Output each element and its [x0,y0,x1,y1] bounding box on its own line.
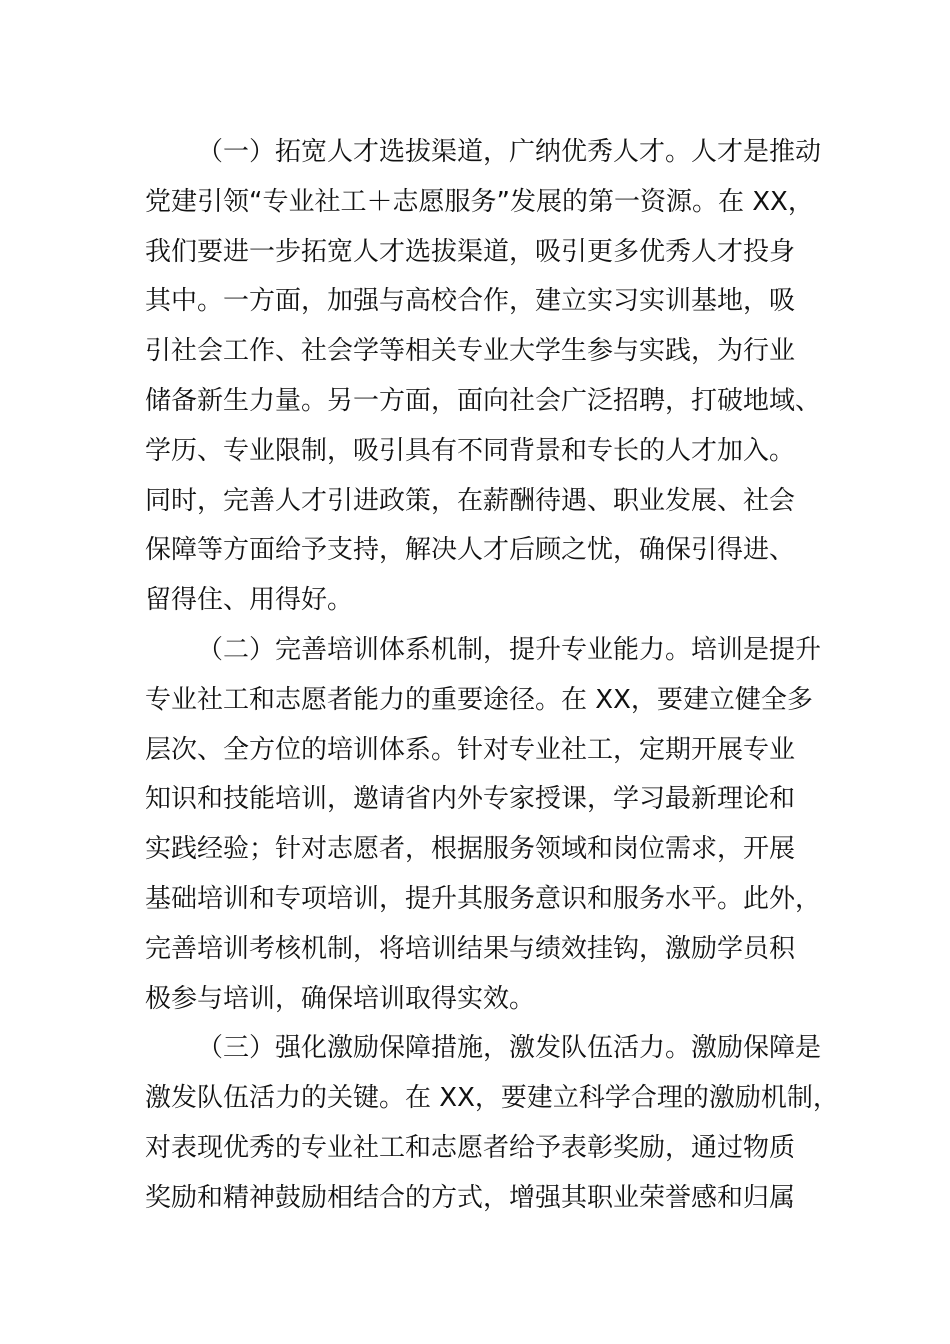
text-line: 留得住、用得好。 [145,585,354,616]
text-line: 同时，完善人才引进政策，在薪酬待遇、职业发展、社会 [145,485,796,516]
document-body [145,128,839,1224]
text-line: 其中。一方面，加强与高校合作，建立实习实训基地，吸 [145,286,796,317]
text-line: 储备新生力量。另一方面，面向社会广泛招聘，打破地域、 [145,385,822,416]
text-line: 对表现优秀的专业社工和志愿者给予表彰奖励，通过物质 [145,1132,796,1163]
text-line: 实践经验；针对志愿者，根据服务领域和岗位需求，开展 [145,834,796,865]
text-line: 激发队伍活力的关键。在 XX，要建立科学合理的激励机制， [145,1083,839,1114]
text-line: 基础培训和专项培训，提升其服务意识和服务水平。此外， [145,883,822,914]
text-line: 层次、全方位的培训体系。针对专业社工，定期开展专业 [145,734,796,765]
text-line: 极参与培训，确保培训取得实效。 [145,983,536,1014]
text-line: 我们要进一步拓宽人才选拔渠道，吸引更多优秀人才投身 [145,236,796,267]
text-line: 引社会工作、社会学等相关专业大学生参与实践，为行业 [145,336,796,367]
text-line: 保障等方面给予支持，解决人才后顾之忧，确保引得进、 [145,535,796,566]
text-line: 完善培训考核机制，将培训结果与绩效挂钩，激励学员积 [145,933,796,964]
text-line: 专业社工和志愿者能力的重要途径。在 XX，要建立健全多 [145,684,813,715]
text-line: 知识和技能培训，邀请省内外专家授课，学习最新理论和 [145,784,796,815]
paragraph-3-heading-line: （三）强化激励保障措施，激发队伍活力。激励保障是 [197,1033,822,1064]
text-line: 党建引领“专业社工＋志愿服务”发展的第一资源。在 XX， [145,186,814,217]
text-line: 奖励和精神鼓励相结合的方式，增强其职业荣誉感和归属 [145,1182,796,1213]
paragraph-2-heading-line: （二）完善培训体系机制，提升专业能力。培训是提升 [197,634,822,665]
paragraph-1-heading-line: （一）拓宽人才选拔渠道，广纳优秀人才。人才是推动 [197,137,822,167]
text-line: 学历、专业限制，吸引具有不同背景和专长的人才加入。 [145,435,796,466]
